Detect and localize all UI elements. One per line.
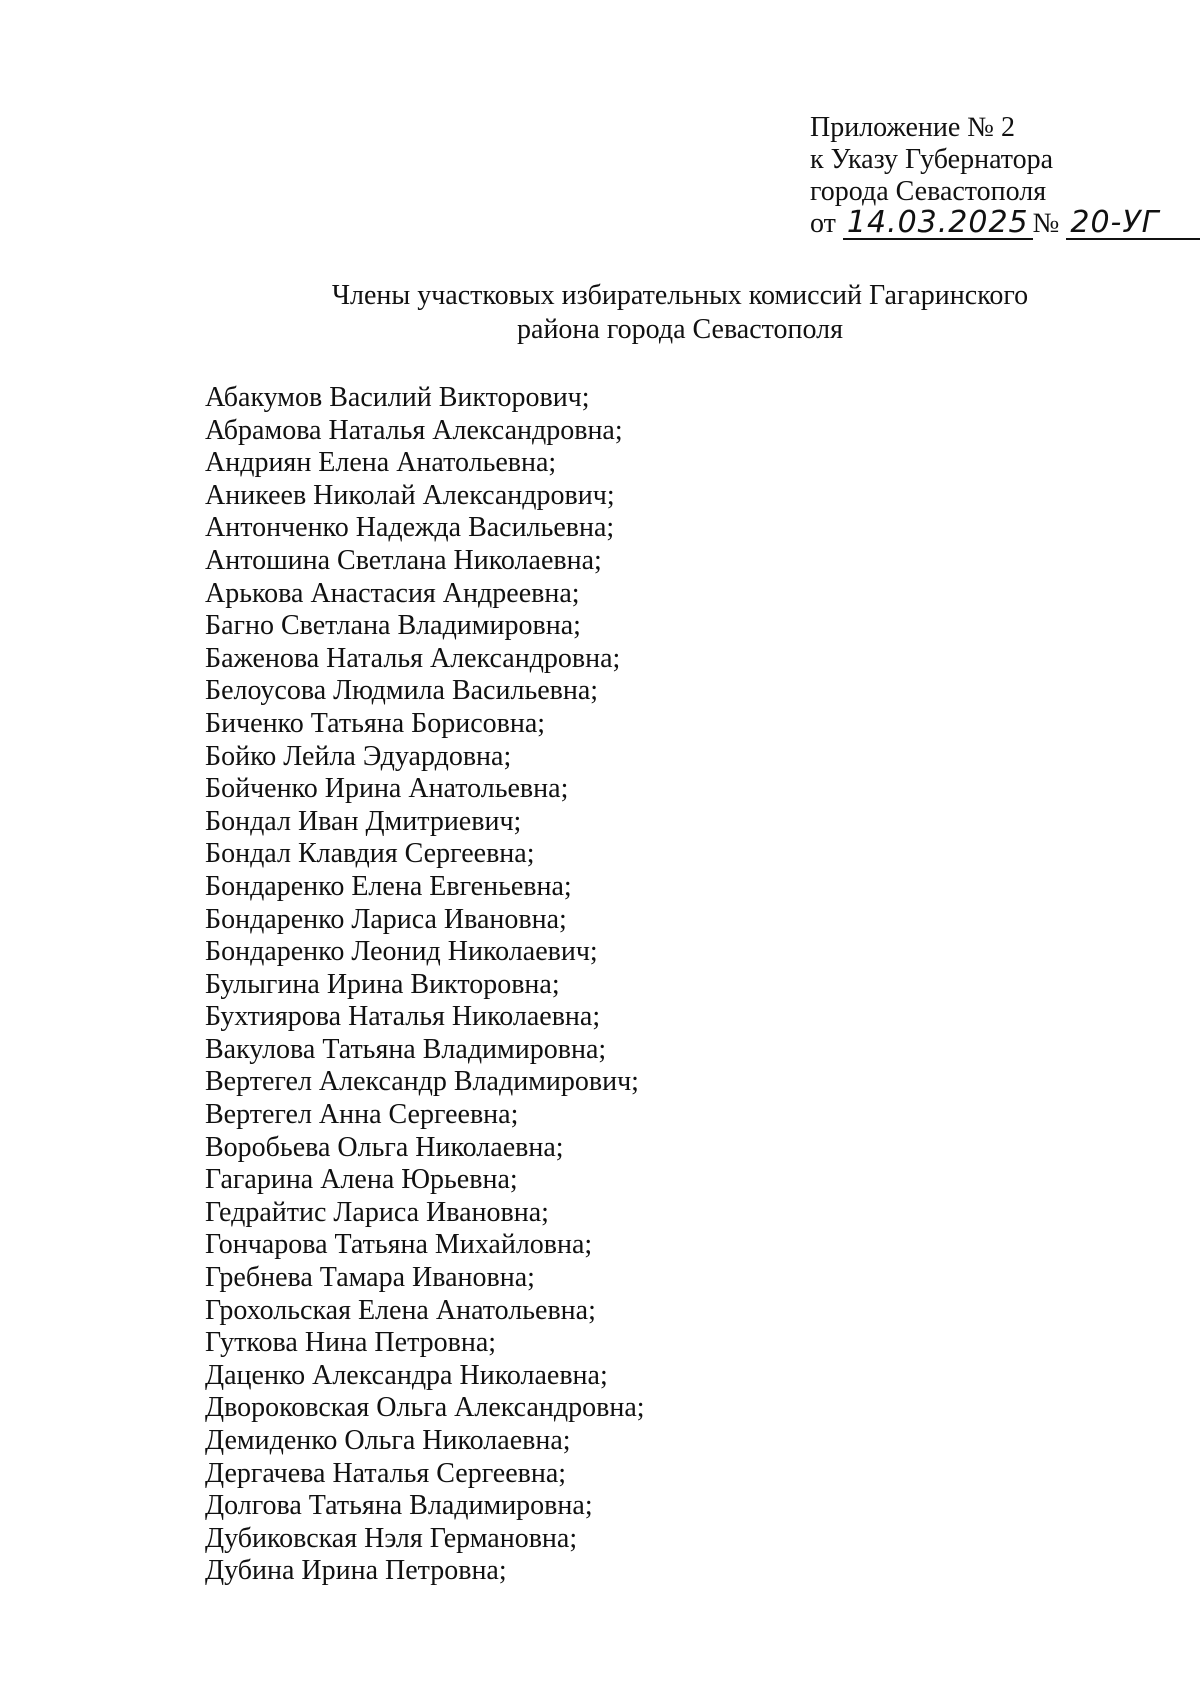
member-name: Бондал Иван Дмитриевич; [205,805,522,837]
member-name: Вакулова Татьяна Владимировна; [205,1033,607,1065]
member-name: Гагарина Алена Юрьевна; [205,1164,518,1196]
member-name: Бойко Лейла Эдуардовна; [205,740,512,772]
appendix-number: Приложение № 2 [810,112,1015,143]
appendix-header [810,112,1200,240]
member-name: Баженова Наталья Александровна; [205,642,621,674]
member-name: Бойченко Ирина Анатольевна; [205,773,569,805]
member-name: Багно Светлана Владимировна; [205,610,581,642]
member-name: Гончарова Татьяна Михайловна; [205,1229,593,1261]
handwritten-date: 14.03.2025 [843,208,1033,240]
member-name: Булыгина Ирина Викторовна; [205,968,560,1000]
handwritten-decree-number: 20-УГ [1066,208,1200,240]
member-name: Арькова Анастасия Андреевна; [205,577,580,609]
member-name: Биченко Татьяна Борисовна; [205,707,546,739]
title-line-1: Члены участковых избирательных комиссий Гагаринского [331,280,1029,311]
appendix-decree-reference: к Указу Губернатора [810,144,1054,175]
member-name: Антонченко Надежда Васильевна; [205,512,615,544]
member-name: Гребнева Тамара Ивановна; [205,1262,535,1294]
member-name: Дубина Ирина Петровна; [205,1555,507,1587]
member-name: Абакумов Василий Викторович; [205,382,590,413]
member-name: Гедрайтис Лариса Ивановна; [205,1196,549,1228]
date-prefix: от [810,208,836,239]
member-name: Абрамова Наталья Александровна; [205,414,623,446]
members-list [205,382,645,1588]
member-name: Двороковская Ольга Александровна; [205,1392,645,1424]
member-name: Андриян Елена Анатольевна; [205,447,557,479]
member-name: Белоусова Людмила Васильевна; [205,675,599,707]
document-title [250,279,1110,347]
member-name: Бондаренко Лариса Ивановна; [205,903,567,935]
member-name: Бондаренко Елена Евгеньевна; [205,870,572,902]
member-name: Вертегел Александр Владимирович; [205,1066,639,1098]
appendix-date-line [810,205,1200,240]
member-name: Грохольская Елена Анатольевна; [205,1294,596,1326]
member-name: Вертегел Анна Сергеевна; [205,1099,519,1131]
member-name: Бондаренко Леонид Николаевич; [205,936,598,968]
member-name: Антошина Светлана Николаевна; [205,544,602,576]
member-name: Дубиковская Нэля Германовна; [205,1522,578,1554]
appendix-city: города Севастополя [810,176,1047,207]
member-name: Аникеев Николай Александрович; [205,479,615,511]
member-name: Воробьева Ольга Николаевна; [205,1131,564,1163]
member-name: Даценко Александра Николаевна; [205,1359,608,1391]
member-name: Дергачева Наталья Сергеевна; [205,1457,567,1489]
member-name: Долгова Татьяна Владимировна; [205,1490,593,1522]
member-name: Гуткова Нина Петровна; [205,1327,497,1359]
member-name: Бухтиярова Наталья Николаевна; [205,1001,601,1033]
number-prefix: № [1032,208,1060,239]
member-name: Бондал Клавдия Сергеевна; [205,838,535,870]
member-name: Демиденко Ольга Николаевна; [205,1425,571,1456]
title-line-2: района города Севастополя [517,314,843,345]
